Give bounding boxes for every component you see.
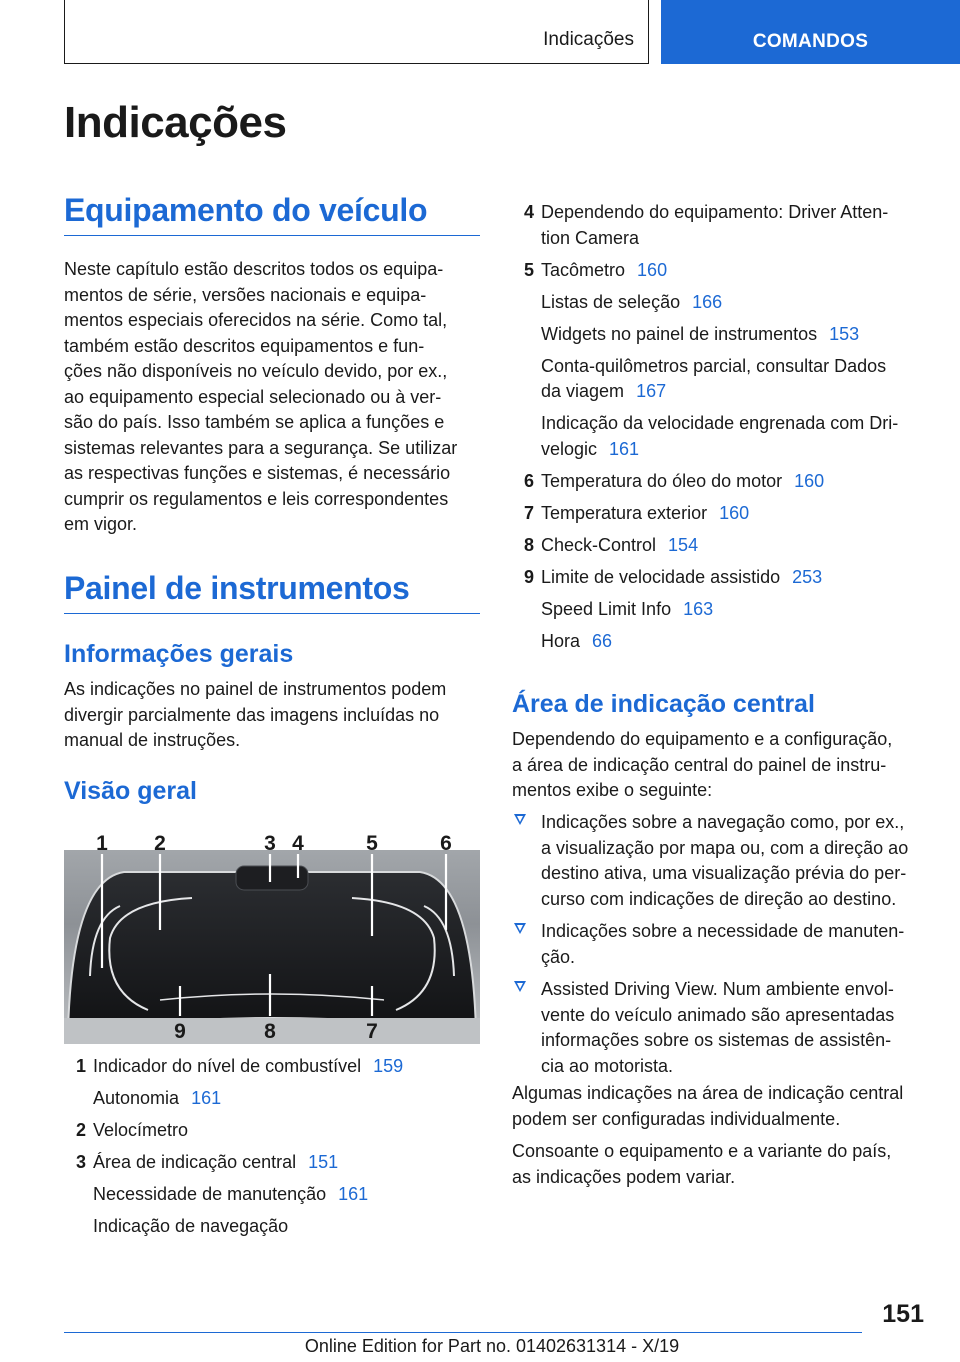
legend-list-left [64, 1054, 484, 1246]
legend-item-text: Listas de seleção [541, 291, 681, 312]
page-reference-link[interactable]: 253 [792, 566, 823, 587]
legend-item-text: Autonomia [93, 1088, 180, 1108]
page-reference-link[interactable]: 160 [637, 259, 668, 280]
figure-label-5: 5 [366, 832, 378, 855]
footer-edition: Online Edition for Part no. 01402631314 - X/19 [304, 1336, 680, 1356]
figure-label-9: 9 [174, 1020, 186, 1043]
bullet-item-text: destino ativa, uma visualização prévia do per- [541, 863, 907, 883]
triangle-bullet-icon [514, 814, 526, 825]
legend-item-text: Indicador do nível de combustível [93, 1056, 362, 1076]
legend-item [512, 565, 932, 591]
header-chapter-tab[interactable]: COMANDOS [661, 0, 960, 64]
legend-item-text: Conta-quilômetros parcial, consultar Dados [541, 355, 887, 376]
legend-item [64, 1118, 484, 1144]
bullet-item [512, 810, 932, 912]
legend-item-text: velogic [541, 438, 598, 459]
heading-equipamento: Equipamento do veículo [64, 192, 480, 236]
legend-item-text: Velocímetro [93, 1120, 189, 1140]
paragraph-equipamento-line: ções não disponíveis no veículo devido, por ex., [64, 361, 448, 381]
legend-item-number: 1 [75, 1056, 86, 1076]
paragraph-equipamento-line: Neste capítulo estão descritos todos os equipa- [64, 259, 444, 279]
paragraph-informacoes-line: manual de instruções. [64, 730, 241, 750]
paragraph-equipamento-line: em vigor. [64, 514, 138, 534]
page-reference-link[interactable]: 151 [308, 1152, 339, 1172]
legend-item-text: Indicação da velocidade engrenada com Dri- [541, 413, 899, 433]
legend-item-text: Temperatura do óleo do motor [541, 470, 783, 491]
paragraph-area-central [512, 727, 932, 804]
legend-item [512, 258, 932, 284]
legend-item-text: da viagem [541, 381, 625, 401]
legend-item-text: Necessidade de manutenção [93, 1184, 327, 1204]
legend-item [512, 597, 932, 623]
page-reference-link[interactable]: 66 [592, 630, 613, 651]
legend-item [512, 533, 932, 559]
page-reference-link[interactable]: 166 [692, 291, 723, 312]
heading-visao-geral: Visão geral [64, 777, 197, 805]
legend-item [512, 469, 932, 495]
legend-item [64, 1182, 484, 1208]
legend-item-number: 9 [523, 566, 534, 587]
page-reference-link[interactable]: 159 [373, 1056, 404, 1076]
legend-item-text: Limite de velocidade assistido [541, 566, 781, 587]
figure-label-4: 4 [292, 832, 304, 855]
paragraph-equipamento-line: ao equipamento especial selecionado ou à ver- [64, 386, 442, 407]
figure-label-6: 6 [440, 832, 452, 855]
page-reference-link[interactable]: 161 [609, 438, 640, 459]
paragraph-equipamento [64, 257, 484, 538]
figure-label-1: 1 [96, 832, 108, 855]
triangle-bullet-icon [514, 923, 526, 934]
legend-item-text: Widgets no painel de instrumentos [541, 323, 818, 344]
legend-item [512, 411, 932, 462]
header-section-title: Indicações [543, 29, 634, 50]
heading-area-central: Área de indicação central [512, 690, 815, 718]
triangle-bullet-icon [514, 981, 526, 992]
heading-painel: Painel de instrumentos [64, 570, 480, 614]
legend-item-number: 6 [523, 470, 534, 491]
bullet-item [512, 977, 932, 1079]
legend-item [64, 1086, 484, 1112]
legend-item-text: Dependendo do equipamento: Driver Atten- [541, 202, 889, 222]
legend-item [64, 1214, 484, 1240]
legend-item [512, 200, 932, 251]
legend-item-text: Check-Control [541, 534, 657, 555]
legend-item [64, 1150, 484, 1176]
legend-item-text: tion Camera [541, 227, 640, 248]
bullet-item-text: vente do veículo animado são apresentadas [541, 1004, 895, 1025]
legend-item-number: 2 [75, 1120, 86, 1140]
legend-item [512, 290, 932, 316]
paragraph-equipamento-line: cumprir os regulamentos e leis correspondentes [64, 488, 449, 509]
legend-item-text: Temperatura exterior [541, 502, 708, 523]
legend-item-number: 7 [523, 502, 534, 523]
bullet-item-text: cia ao motorista. [541, 1055, 674, 1076]
paragraph-config-line: Algumas indicações na área de indicação central [512, 1083, 904, 1103]
paragraph-variant-line: as indicações podem variar. [512, 1166, 736, 1187]
legend-item-number: 3 [75, 1152, 86, 1172]
paragraph-area-line: a área de indicação central do painel de instru- [512, 754, 887, 775]
legend-item [64, 1054, 484, 1080]
paragraph-equipamento-line: são do país. Isso também se aplica a funções e [64, 412, 445, 432]
bullet-item-text: Assisted Driving View. Num ambiente envol- [541, 979, 894, 999]
bullet-item-text: a visualização por mapa ou, com a direção ao [541, 837, 909, 858]
legend-item-text: Hora [541, 630, 581, 651]
page-reference-link[interactable]: 161 [191, 1088, 222, 1108]
figure-label-8: 8 [264, 1020, 276, 1043]
legend-item-text: Área de indicação central [93, 1152, 297, 1172]
paragraph-informacoes-line: divergir parcialmente das imagens incluídas no [64, 704, 440, 725]
legend-item-number: 5 [523, 259, 534, 280]
bullet-item-text: Indicações sobre a navegação como, por ex., [541, 812, 905, 832]
legend-item [512, 354, 932, 405]
paragraph-informacoes [64, 677, 484, 754]
legend-item-number: 4 [523, 202, 534, 222]
bullet-item [512, 919, 932, 970]
page-title: Indicações [64, 98, 287, 147]
legend-item [512, 501, 932, 527]
legend-item [512, 322, 932, 348]
bullet-item-text: informações sobre os sistemas de assistên- [541, 1030, 892, 1050]
bullet-item-text: Indicações sobre a necessidade de manuten- [541, 921, 905, 941]
paragraph-equipamento-line: mentos de série, versões nacionais e equipa- [64, 284, 427, 305]
paragraph-area-line: Dependendo do equipamento e a configuração, [512, 729, 893, 749]
paragraph-config-line: podem ser configuradas individualmente. [512, 1108, 841, 1129]
legend-item-text: Speed Limit Info [541, 598, 672, 619]
header-section-box [64, 0, 649, 64]
paragraph-equipamento-line: também estão descritos equipamentos e fun- [64, 335, 425, 356]
legend-list-right [512, 200, 932, 661]
page-reference-link[interactable]: 163 [683, 598, 714, 619]
page-reference-link[interactable]: 161 [338, 1184, 369, 1204]
paragraph-equipamento-line: mentos especiais oferecidos na série. Como tal, [64, 310, 448, 330]
legend-item [512, 629, 932, 655]
paragraph-area-line: mentos exibe o seguinte: [512, 780, 713, 800]
page-reference-link[interactable]: 160 [794, 470, 825, 491]
bullet-item-text: ção. [541, 946, 576, 967]
figure-label-3: 3 [264, 832, 276, 855]
footer-divider [64, 1332, 862, 1333]
paragraph-informacoes-line: As indicações no painel de instrumentos podem [64, 679, 447, 699]
bullet-item-text: curso com indicações de direção ao destino. [541, 888, 897, 909]
heading-informacoes-gerais: Informações gerais [64, 640, 294, 668]
page-reference-link[interactable]: 153 [829, 323, 860, 344]
figure-label-2: 2 [154, 832, 166, 855]
page-reference-link[interactable]: 154 [668, 534, 699, 555]
paragraph-equipamento-line: as respectivas funções e sistemas, é necessário [64, 463, 451, 483]
paragraph-config [512, 1081, 932, 1132]
page-reference-link[interactable]: 167 [636, 381, 667, 401]
bullet-list [512, 810, 932, 1086]
legend-item-text: Tacômetro [541, 259, 626, 280]
paragraph-variant [512, 1139, 932, 1190]
legend-item-text: Indicação de navegação [93, 1216, 289, 1236]
page-reference-link[interactable]: 160 [719, 502, 750, 523]
legend-item-number: 8 [523, 534, 534, 555]
paragraph-variant-line: Consoante o equipamento e a variante do país, [512, 1141, 892, 1161]
instrument-cluster-figure [64, 826, 480, 1044]
paragraph-equipamento-line: sistemas relevantes para a segurança. Se utilizar [64, 437, 458, 458]
page-number: 151 [882, 1300, 924, 1328]
figure-label-7: 7 [366, 1020, 378, 1043]
